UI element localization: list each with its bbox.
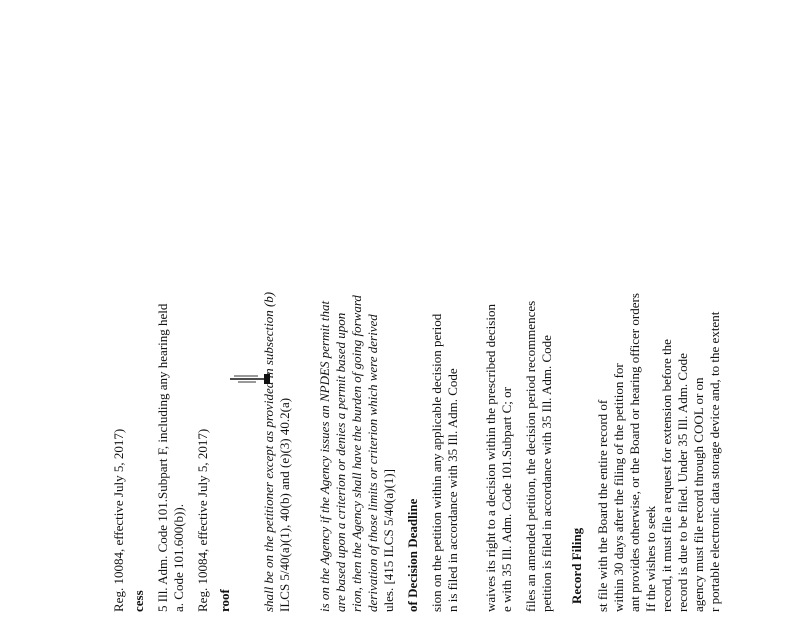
text-line: petition is filed in accordance with 35 Ill. Adm. Code xyxy=(539,335,554,612)
section-heading: Record Filing xyxy=(569,527,584,604)
text-line: r portable electronic data storage device and, to the extent xyxy=(707,311,722,612)
text-line: within 30 days after the filing of the petition for xyxy=(611,363,626,612)
text-line: record, it must file a request for extension before the xyxy=(659,339,674,612)
text-line: ILCS 5/40(a)(1), 40(b) and (e)(3) 40.2(a) xyxy=(277,397,292,612)
text-line: ant provides otherwise, or the Board or hearing officer orders xyxy=(627,293,642,612)
text-line: shall be on the petitioner except as provided in subsection (b) xyxy=(261,291,276,612)
text-line: a. Code 101.600(b)). xyxy=(171,504,186,612)
section-heading: cess xyxy=(131,590,146,612)
text-line: agency must file record through COOL or on xyxy=(691,377,706,612)
text-line: If the wishes to seek xyxy=(643,505,658,612)
text-line: Reg. 10084, effective July 5, 2017) xyxy=(195,428,210,612)
section-heading: of Decision Deadline xyxy=(405,498,420,612)
text-line: record is due to be filed. Under 35 Ill. Adm. Code xyxy=(675,353,690,612)
text-line: waives its right to a decision within the prescribed decision xyxy=(483,304,498,612)
text-line: st file with the Board the entire record of xyxy=(595,399,610,612)
section-heading: roof xyxy=(217,589,232,612)
text-line: ules. [415 ILCS 5/40(a)(1)] xyxy=(381,469,396,612)
text-line: files an amended petition, the decision period recommences xyxy=(523,300,538,612)
text-line: e with 35 Ill. Adm. Code 101.Subpart C; or xyxy=(499,387,514,612)
text-line: sion on the petition within any applicable decision period xyxy=(429,313,444,612)
text-line: derivation of those limits or criterion which were derived xyxy=(365,314,380,612)
text-line: Reg. 10084, effective July 5, 2017) xyxy=(111,428,126,612)
text-line: is on the Agency if the Agency issues an NPDES permit that xyxy=(317,300,332,612)
text-line: are based upon a criterion or denies a permit based upon xyxy=(333,312,348,612)
text-line: 5 Ill. Adm. Code 101.Subpart F, including any hearing held xyxy=(155,303,170,612)
text-line: rion, then the Agency shall have the burden of going forward xyxy=(349,295,364,612)
text-line: n is filed in accordance with 35 Ill. Adm. Code xyxy=(445,368,460,612)
